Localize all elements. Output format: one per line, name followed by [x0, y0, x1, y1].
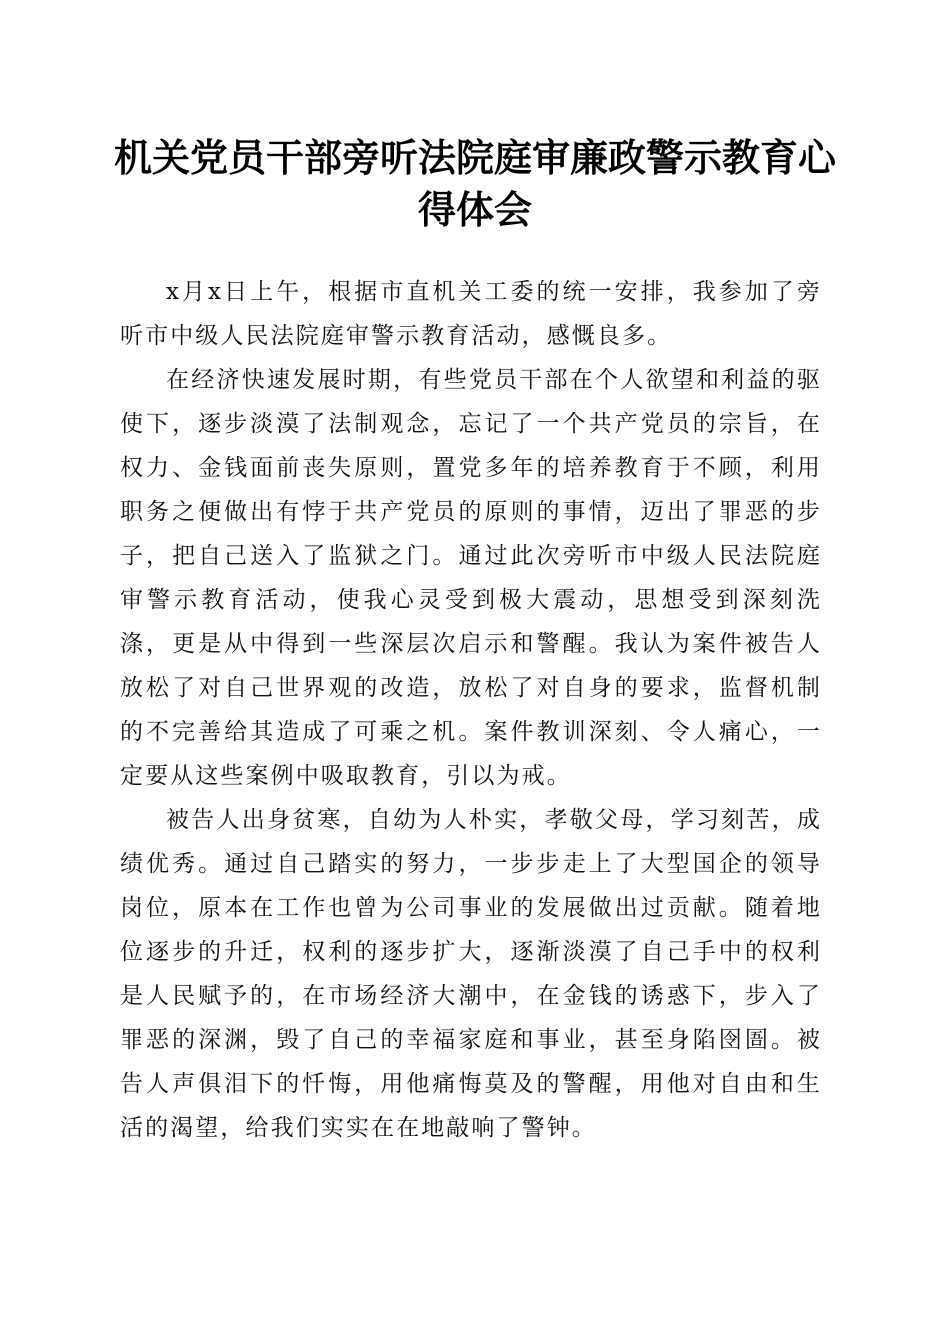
paragraph-1: x月x日上午，根据市直机关工委的统一安排，我参加了旁听市中级人民法院庭审警示教育活动，感慨良多。	[120, 279, 822, 349]
document-body	[120, 270, 822, 1150]
paragraph-2: 在经济快速发展时期，有些党员干部在个人欲望和利益的驱使下，逐步淡漠了法制观念，忘记了一个共产党员的宗旨，在权力、金钱面前丧失原则，置党多年的培养教育于不顾，利用职务之便做出有悖于共产党员的原则的事情，迈出了罪恶的步子，把自己送入了监狱之门。通过此次旁听市中级人民法院庭审警示教育活动，使我心灵受到极大震动，思想受到深刻洗涤，更是从中得到一些深层次启示和警醒。我认为案件被告人放松了对自己世界观的改造，放松了对自身的要求，监督机制的不完善给其造成了可乘之机。案件教训深刻、令人痛心，一定要从这些案例中吸取教育，引以为戒。	[120, 367, 822, 789]
paragraph-3: 被告人出身贫寒，自幼为人朴实，孝敬父母，学习刻苦，成绩优秀。通过自己踏实的努力，一步步走上了大型国企的领导岗位，原本在工作也曾为公司事业的发展做出过贡献。随着地位逐步的升迁，权利的逐步扩大，逐渐淡漠了自己手中的权利是人民赋予的，在市场经济大潮中，在金钱的诱惑下，步入了罪恶的深渊，毁了自己的幸福家庭和事业，甚至身陷囹圄。被告人声俱泪下的忏悔，用他痛悔莫及的警醒，用他对自由和生活的渴望，给我们实实在在地敲响了警钟。	[120, 807, 822, 1141]
document-title: 机关党员干部旁听法院庭审廉政警示教育心得体会	[113, 135, 836, 232]
